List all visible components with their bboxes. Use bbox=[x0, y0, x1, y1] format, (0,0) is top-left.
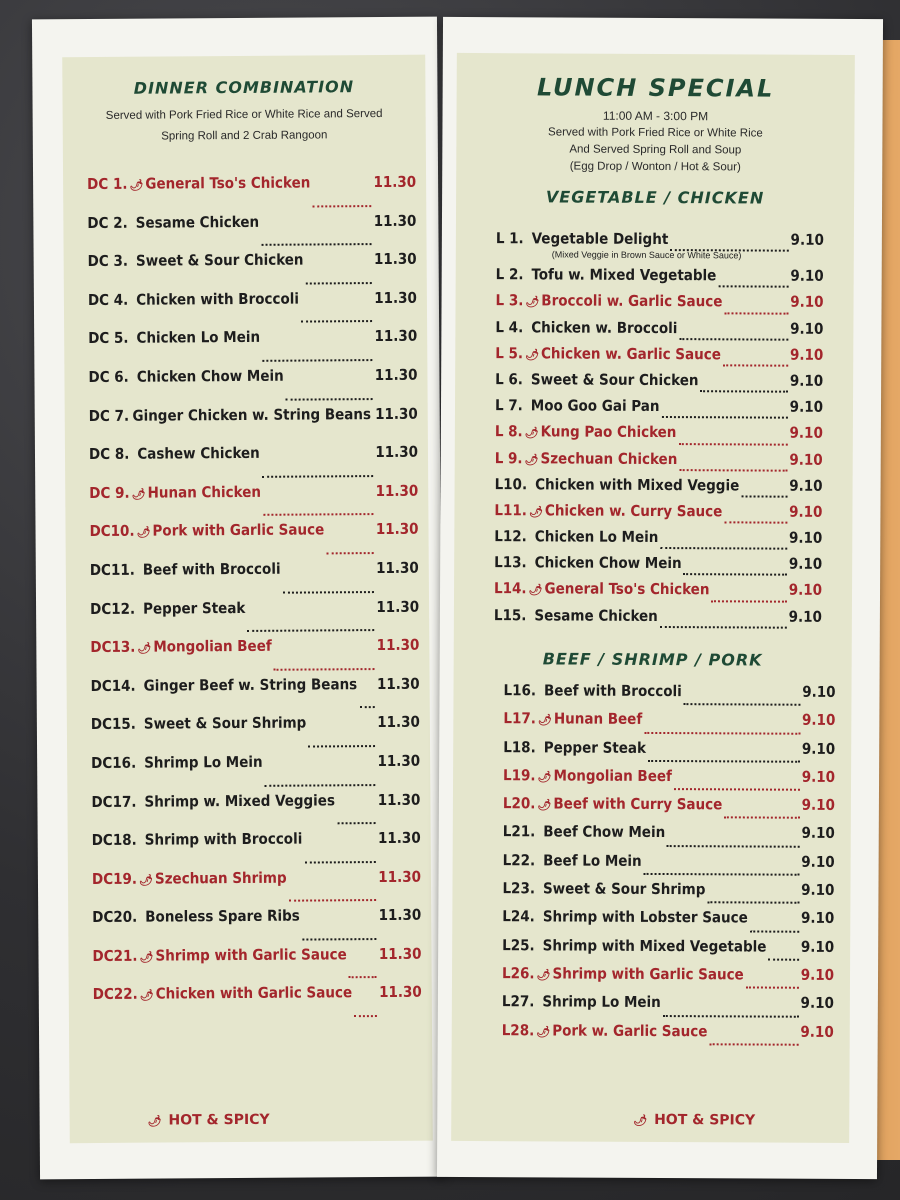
item-price: 11.30 bbox=[377, 713, 420, 732]
item-code: L12. bbox=[494, 527, 527, 546]
menu-item bbox=[494, 501, 822, 529]
item-code: L 4. bbox=[495, 317, 524, 336]
lunch-note-1: Served with Pork Fried Rice or White Rice bbox=[548, 126, 763, 140]
item-price: 9.10 bbox=[800, 937, 835, 956]
item-code: L23. bbox=[502, 879, 536, 898]
item-code: L 2. bbox=[495, 265, 524, 284]
leader-dots bbox=[768, 959, 798, 961]
item-code: L22. bbox=[502, 850, 536, 870]
leader-dots bbox=[724, 817, 799, 819]
leader-dots bbox=[723, 364, 788, 366]
item-price: 11.30 bbox=[378, 906, 422, 925]
item-name: Moo Goo Gai Pan bbox=[530, 396, 660, 416]
item-code: L 3. bbox=[495, 291, 524, 310]
pepper-icon: 🌶︎ bbox=[537, 798, 552, 812]
veg-list bbox=[454, 229, 854, 634]
item-price: 11.30 bbox=[375, 520, 419, 539]
item-code: L 8. bbox=[494, 422, 523, 441]
lunch-hours: 11:00 AM - 3:00 PM bbox=[602, 108, 709, 124]
leader-dots bbox=[326, 552, 374, 554]
item-code: DC 8. bbox=[88, 444, 130, 464]
pepper-icon: 🌶︎ bbox=[139, 950, 154, 964]
menu-item bbox=[90, 559, 419, 600]
item-code: L27. bbox=[501, 992, 535, 1011]
leader-dots bbox=[663, 1015, 799, 1018]
item-code: DC14. bbox=[90, 676, 136, 695]
lunch-note-2: And Served Spring Roll and Soup bbox=[569, 143, 742, 157]
leader-dots bbox=[661, 416, 787, 419]
item-name: Szechuan Shrimp bbox=[154, 868, 287, 888]
item-code: DC15. bbox=[90, 715, 136, 734]
menu-item bbox=[92, 945, 421, 986]
item-name: Beef with Curry Sauce bbox=[553, 794, 723, 814]
menu-item bbox=[503, 738, 835, 768]
item-price: 11.30 bbox=[376, 558, 419, 577]
item-name: Vegetable Delight bbox=[531, 229, 669, 249]
item-code: DC22. bbox=[92, 985, 138, 1004]
menu-item bbox=[495, 396, 823, 424]
pepper-icon: 🌶︎ bbox=[139, 989, 154, 1003]
item-name: Mongolian Beef bbox=[553, 766, 672, 785]
leader-dots bbox=[261, 243, 372, 246]
item-name: Chicken with Broccoli bbox=[136, 289, 300, 309]
item-code: DC13. bbox=[90, 637, 136, 657]
item-name: Ginger Chicken w. String Beans bbox=[132, 404, 372, 425]
item-name: Sweet & Sour Shrimp bbox=[143, 713, 307, 733]
item-price: 9.10 bbox=[802, 682, 836, 701]
item-code: DC 4. bbox=[87, 290, 129, 309]
menu-item bbox=[88, 289, 417, 330]
pepper-icon: 🌶︎ bbox=[528, 505, 543, 519]
item-price: 9.10 bbox=[801, 852, 835, 871]
item-price: 9.10 bbox=[801, 880, 835, 899]
item-price: 11.30 bbox=[375, 481, 419, 500]
item-name: Hunan Beef bbox=[553, 709, 643, 729]
pepper-icon: 🌶︎ bbox=[525, 295, 540, 309]
leader-dots bbox=[265, 784, 376, 787]
dinner-title: DINNER COMBINATION bbox=[133, 77, 355, 98]
item-name: Kung Pao Chicken bbox=[540, 422, 677, 442]
item-code: DC21. bbox=[92, 946, 138, 965]
item-price: 9.10 bbox=[788, 607, 822, 626]
menu-item bbox=[495, 292, 823, 320]
item-name: Chicken with Garlic Sauce bbox=[155, 983, 353, 1004]
item-price: 9.10 bbox=[801, 795, 835, 815]
item-name: Sesame Chicken bbox=[534, 605, 658, 625]
item-code: DC 3. bbox=[87, 251, 129, 271]
item-subnote: (Mixed Veggie in Brown Sauce or White Sauce) bbox=[551, 249, 742, 261]
menu-page-right bbox=[437, 17, 883, 1179]
menu-item bbox=[502, 1021, 834, 1051]
menu-item bbox=[495, 370, 823, 398]
item-name: Shrimp with Broccoli bbox=[144, 829, 303, 849]
item-code: DC10. bbox=[89, 522, 135, 541]
item-name: Pepper Steak bbox=[543, 737, 647, 757]
lunch-note-3: (Egg Drop / Wonton / Hot & Sour) bbox=[569, 160, 741, 174]
leader-dots bbox=[711, 600, 786, 602]
leader-dots bbox=[262, 359, 372, 362]
menu-item bbox=[91, 674, 420, 715]
item-name: Shrimp with Mixed Vegetable bbox=[542, 936, 767, 956]
menu-item bbox=[495, 422, 823, 450]
item-code: L15. bbox=[493, 605, 527, 624]
item-price: 11.30 bbox=[375, 442, 419, 462]
item-code: L16. bbox=[503, 681, 537, 700]
leader-dots bbox=[718, 286, 788, 288]
item-price: 11.30 bbox=[374, 365, 418, 385]
item-code: DC 1. bbox=[87, 174, 128, 194]
item-code: L11. bbox=[494, 501, 528, 520]
item-price: 9.10 bbox=[788, 554, 823, 574]
item-price: 9.10 bbox=[789, 450, 823, 469]
item-price: 11.30 bbox=[376, 674, 420, 693]
item-price: 9.10 bbox=[800, 909, 835, 928]
item-price: 11.30 bbox=[374, 327, 418, 346]
menu-item bbox=[502, 936, 834, 966]
menu-item bbox=[503, 709, 835, 739]
item-code: DC 5. bbox=[88, 329, 129, 348]
pepper-icon: 🌶︎ bbox=[537, 713, 552, 727]
item-price: 11.30 bbox=[377, 751, 421, 770]
lunch-panel bbox=[451, 53, 855, 1143]
item-name: Chicken Chow Mein bbox=[534, 553, 682, 573]
item-name: Sweet & Sour Chicken bbox=[135, 250, 304, 270]
item-price: 9.10 bbox=[800, 965, 835, 984]
item-name: Chicken w. Garlic Sauce bbox=[541, 344, 721, 364]
item-price: 11.30 bbox=[379, 983, 422, 1002]
item-code: L14. bbox=[494, 579, 527, 598]
item-name: Beef Chow Mein bbox=[543, 822, 666, 842]
leader-dots bbox=[308, 745, 375, 747]
leader-dots bbox=[274, 668, 375, 671]
veg-section-title: VEGETABLE / CHICKEN bbox=[545, 187, 765, 208]
leader-dots bbox=[707, 902, 799, 904]
leader-dots bbox=[674, 788, 800, 791]
item-code: DC 9. bbox=[89, 483, 130, 502]
menu-item bbox=[503, 681, 835, 711]
menu-item bbox=[92, 867, 421, 908]
leader-dots bbox=[263, 513, 374, 516]
leader-dots bbox=[302, 938, 377, 941]
menu-item bbox=[91, 713, 420, 754]
menu-item bbox=[87, 211, 416, 252]
menu-item bbox=[495, 318, 823, 346]
lunch-legend-label: HOT & SPICY bbox=[654, 1111, 756, 1129]
menu-item bbox=[93, 983, 422, 1024]
item-name: Beef Lo Mein bbox=[543, 851, 642, 870]
pepper-icon: 🌶︎ bbox=[138, 873, 153, 887]
menu-item bbox=[89, 481, 418, 522]
dinner-list bbox=[63, 173, 432, 1025]
menu-item bbox=[494, 606, 822, 634]
dinner-note-1: Served with Pork Fried Rice or White Rice and Served bbox=[105, 107, 383, 122]
item-code: L21. bbox=[502, 822, 536, 841]
item-price: 11.30 bbox=[378, 944, 422, 963]
leader-dots bbox=[644, 732, 800, 735]
item-price: 9.10 bbox=[800, 994, 834, 1013]
item-price: 9.10 bbox=[801, 739, 836, 758]
leader-dots bbox=[660, 547, 787, 550]
leader-dots bbox=[337, 822, 376, 824]
menu-item bbox=[503, 851, 835, 881]
menu-item bbox=[91, 790, 420, 831]
item-code: L18. bbox=[503, 737, 536, 756]
item-code: L20. bbox=[502, 794, 536, 813]
menu-item bbox=[89, 443, 418, 484]
item-price: 9.10 bbox=[801, 767, 836, 786]
leader-dots bbox=[248, 629, 375, 632]
item-price: 11.30 bbox=[373, 249, 417, 269]
item-code: L25. bbox=[502, 935, 535, 955]
item-code: L 7. bbox=[494, 396, 523, 415]
item-code: L 1. bbox=[495, 229, 524, 248]
item-code: DC18. bbox=[91, 830, 137, 850]
item-code: DC20. bbox=[92, 907, 138, 927]
leader-dots bbox=[306, 282, 372, 284]
item-name: Pork with Garlic Sauce bbox=[152, 520, 325, 540]
pepper-icon: 🌶︎ bbox=[536, 968, 551, 982]
menu-item bbox=[88, 327, 417, 368]
item-name: Sweet & Sour Shrimp bbox=[542, 879, 706, 899]
item-name: Chicken with Mixed Veggie bbox=[535, 475, 740, 495]
pepper-icon: 🌶︎ bbox=[537, 770, 552, 784]
pepper-icon: 🌶︎ bbox=[147, 1114, 162, 1128]
dinner-panel bbox=[62, 55, 433, 1144]
menu-item bbox=[90, 597, 419, 638]
item-name: Mongolian Beef bbox=[153, 636, 272, 656]
menu-item bbox=[87, 173, 416, 214]
item-name: Shrimp with Lobster Sauce bbox=[542, 907, 748, 927]
leader-dots bbox=[667, 845, 799, 848]
pepper-icon: 🌶︎ bbox=[524, 426, 539, 440]
leader-dots bbox=[354, 1015, 377, 1017]
leader-dots bbox=[283, 591, 375, 594]
leader-dots bbox=[679, 469, 787, 472]
leader-dots bbox=[750, 930, 799, 932]
pepper-icon: 🌶︎ bbox=[525, 348, 540, 362]
leader-dots bbox=[741, 495, 787, 497]
leader-dots bbox=[349, 977, 377, 979]
item-price: 9.10 bbox=[789, 345, 824, 364]
leader-dots bbox=[289, 899, 377, 902]
menu-item bbox=[89, 520, 418, 561]
item-price: 11.30 bbox=[374, 404, 418, 423]
menu-item bbox=[88, 250, 417, 291]
item-name: Chicken Chow Mein bbox=[136, 366, 284, 386]
item-price: 9.10 bbox=[789, 502, 823, 521]
item-code: DC 7. bbox=[88, 406, 130, 425]
item-price: 11.30 bbox=[373, 172, 417, 192]
pepper-icon: 🌶︎ bbox=[536, 1024, 551, 1038]
item-name: Boneless Spare Ribs bbox=[145, 906, 300, 926]
menu-item bbox=[495, 344, 823, 372]
pepper-icon: 🌶︎ bbox=[633, 1113, 648, 1127]
item-price: 9.10 bbox=[790, 266, 824, 286]
menu-item bbox=[502, 992, 834, 1022]
item-code: DC 2. bbox=[87, 213, 128, 232]
item-price: 9.10 bbox=[788, 528, 823, 547]
menu-item bbox=[495, 449, 823, 477]
leader-dots bbox=[700, 390, 787, 392]
leader-dots bbox=[660, 626, 787, 629]
beef-section-title: BEEF / SHRIMP / PORK bbox=[542, 649, 763, 670]
menu-item bbox=[92, 829, 421, 870]
item-price: 9.10 bbox=[789, 476, 823, 495]
item-price: 9.10 bbox=[790, 230, 824, 249]
item-name: Beef with Broccoli bbox=[543, 681, 682, 701]
item-price: 11.30 bbox=[377, 790, 421, 809]
item-price: 11.30 bbox=[376, 635, 420, 655]
item-name: Shrimp Lo Mein bbox=[144, 752, 263, 772]
item-name: Cashew Chicken bbox=[137, 444, 260, 463]
item-name: Broccoli w. Garlic Sauce bbox=[541, 291, 723, 311]
item-code: L10. bbox=[494, 474, 528, 493]
pepper-icon: 🌶︎ bbox=[129, 178, 144, 192]
menu-page-left bbox=[32, 17, 445, 1180]
leader-dots bbox=[644, 873, 800, 876]
menu-item bbox=[91, 752, 420, 793]
item-price: 11.30 bbox=[377, 828, 421, 848]
leader-dots bbox=[746, 987, 799, 989]
leader-dots bbox=[684, 574, 787, 577]
leader-dots bbox=[262, 475, 374, 478]
item-price: 9.10 bbox=[788, 581, 823, 600]
item-price: 11.30 bbox=[373, 211, 417, 230]
item-price: 11.30 bbox=[378, 867, 422, 886]
menu-item bbox=[503, 794, 835, 824]
item-name: Shrimp w. Mixed Veggies bbox=[144, 790, 336, 811]
item-name: Tofu w. Mixed Vegetable bbox=[531, 265, 717, 285]
lunch-title: LUNCH SPECIAL bbox=[536, 73, 775, 103]
item-name: Shrimp with Garlic Sauce bbox=[155, 945, 347, 965]
pepper-icon: 🌶︎ bbox=[524, 452, 539, 466]
item-name: Pepper Steak bbox=[143, 598, 246, 618]
menu-item bbox=[496, 265, 824, 293]
item-code: L13. bbox=[494, 553, 527, 572]
item-name: Beef with Broccoli bbox=[142, 559, 281, 579]
item-name: Pork w. Garlic Sauce bbox=[552, 1021, 708, 1040]
menu-item bbox=[502, 908, 834, 938]
leader-dots bbox=[301, 320, 372, 322]
item-name: Chicken Lo Mein bbox=[136, 328, 261, 348]
leader-dots bbox=[709, 1043, 798, 1045]
item-code: L17. bbox=[503, 709, 536, 728]
leader-dots bbox=[678, 443, 787, 446]
menu-item bbox=[494, 527, 822, 555]
pepper-icon: 🌶︎ bbox=[131, 487, 146, 501]
item-code: L26. bbox=[501, 964, 535, 983]
dinner-legend bbox=[146, 1112, 270, 1129]
beef-list bbox=[452, 681, 852, 1051]
menu-item bbox=[89, 404, 418, 445]
item-name: Chicken w. Curry Sauce bbox=[544, 501, 723, 521]
leader-dots bbox=[648, 760, 800, 763]
item-name: Hunan Chicken bbox=[147, 482, 262, 502]
item-name: Sesame Chicken bbox=[135, 212, 260, 232]
item-code: DC16. bbox=[91, 753, 137, 772]
leader-dots bbox=[286, 398, 373, 401]
item-name: Shrimp Lo Mein bbox=[542, 992, 661, 1012]
menu-item bbox=[503, 766, 835, 796]
lunch-legend bbox=[631, 1112, 755, 1129]
item-price: 9.10 bbox=[800, 1022, 834, 1041]
item-price: 9.10 bbox=[789, 423, 823, 443]
item-code: DC19. bbox=[91, 869, 138, 888]
menu-item bbox=[503, 823, 835, 853]
leader-dots bbox=[359, 706, 375, 708]
item-price: 9.10 bbox=[790, 293, 824, 312]
item-code: L28. bbox=[501, 1020, 535, 1039]
item-code: L24. bbox=[502, 907, 535, 926]
leader-dots bbox=[724, 521, 787, 523]
item-name: Shrimp with Garlic Sauce bbox=[552, 964, 744, 984]
item-price: 9.10 bbox=[789, 397, 824, 416]
menu-item bbox=[88, 366, 417, 407]
item-code: L 9. bbox=[494, 448, 523, 467]
leader-dots bbox=[679, 338, 788, 341]
dinner-legend-label: HOT & SPICY bbox=[168, 1111, 270, 1129]
leader-dots bbox=[684, 703, 800, 706]
item-name: General Tso's Chicken bbox=[544, 579, 710, 599]
leader-dots bbox=[304, 861, 376, 864]
menu-item bbox=[494, 580, 822, 608]
item-code: L 5. bbox=[495, 343, 524, 363]
item-name: Ginger Beef w. String Beans bbox=[143, 674, 358, 695]
leader-dots bbox=[312, 205, 371, 207]
item-name: Sweet & Sour Chicken bbox=[530, 370, 699, 390]
item-name: Chicken Lo Mein bbox=[534, 527, 659, 547]
menu-item bbox=[502, 879, 834, 909]
menu-item bbox=[92, 906, 421, 947]
item-code: L19. bbox=[503, 766, 536, 785]
pepper-icon: 🌶︎ bbox=[137, 641, 152, 655]
item-price: 9.10 bbox=[802, 711, 836, 730]
item-name: General Tso's Chicken bbox=[145, 173, 311, 193]
item-code: DC12. bbox=[90, 599, 136, 618]
item-code: DC 6. bbox=[88, 367, 129, 387]
item-code: L 6. bbox=[495, 370, 524, 389]
dinner-note-2: Spring Roll and 2 Crab Rangoon bbox=[161, 129, 328, 143]
pepper-icon: 🌶︎ bbox=[528, 583, 543, 597]
menu-item bbox=[494, 553, 822, 581]
item-price: 9.10 bbox=[789, 371, 824, 390]
pepper-icon: 🌶︎ bbox=[136, 525, 151, 540]
menu-item bbox=[495, 475, 823, 503]
menu-item bbox=[502, 964, 834, 994]
item-name: Szechuan Chicken bbox=[540, 448, 678, 468]
item-code: DC17. bbox=[91, 792, 137, 811]
item-price: 11.30 bbox=[374, 288, 417, 307]
menu-item bbox=[90, 636, 419, 677]
leader-dots bbox=[724, 312, 788, 314]
item-price: 9.10 bbox=[790, 319, 824, 338]
item-price: 9.10 bbox=[801, 824, 835, 843]
item-price: 11.30 bbox=[376, 597, 420, 616]
item-code: DC11. bbox=[89, 560, 135, 579]
item-name: Chicken w. Broccoli bbox=[531, 317, 678, 337]
